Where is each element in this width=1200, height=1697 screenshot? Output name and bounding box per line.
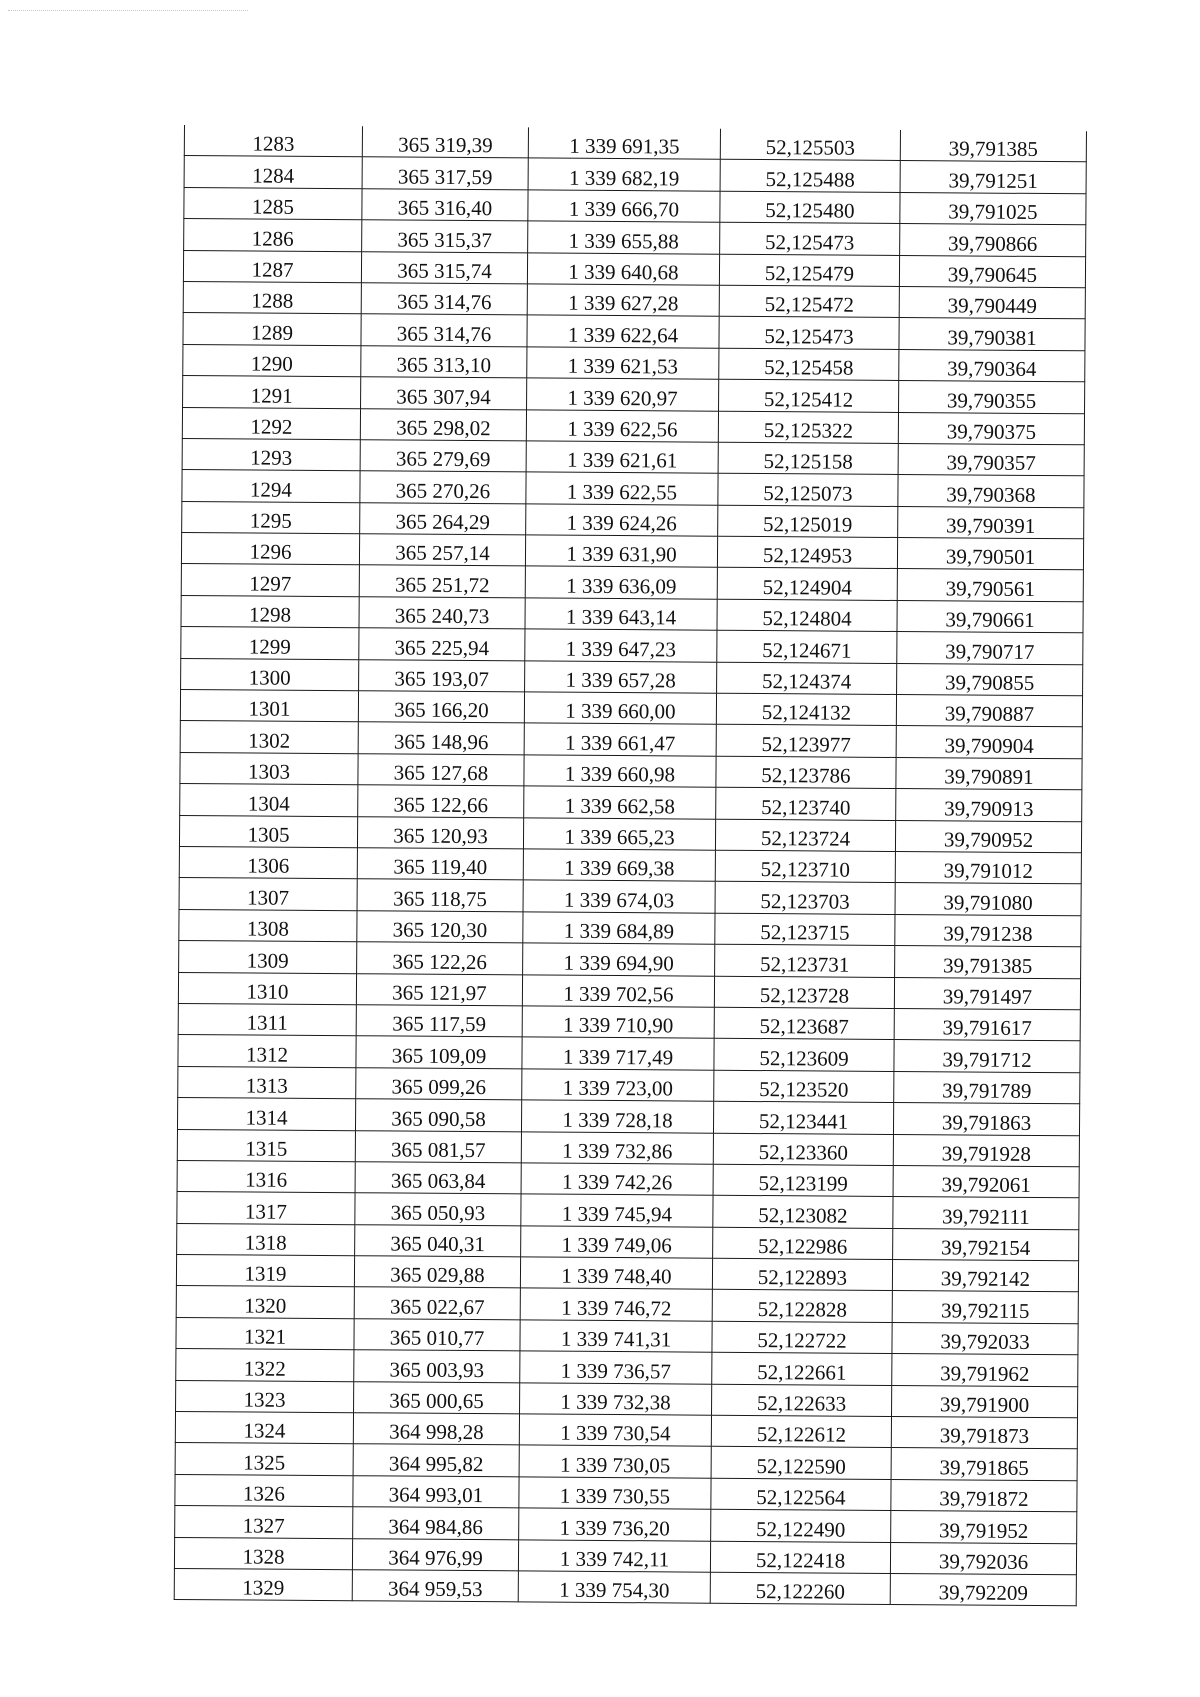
latitude-cell: 52,125472	[719, 285, 899, 318]
longitude-cell: 39,790449	[899, 286, 1085, 319]
y-coordinate-cell: 1 339 736,20	[519, 1508, 711, 1541]
y-coordinate-cell: 1 339 627,28	[527, 284, 719, 317]
point-number-cell: 1288	[183, 281, 361, 314]
point-number-cell: 1287	[183, 250, 361, 283]
longitude-cell: 39,791952	[891, 1511, 1077, 1544]
point-number-cell: 1305	[179, 815, 357, 848]
x-coordinate-cell: 365 029,88	[354, 1256, 520, 1289]
point-number-cell: 1321	[176, 1317, 354, 1350]
x-coordinate-cell: 365 127,68	[358, 754, 524, 787]
y-coordinate-cell: 1 339 736,57	[520, 1351, 712, 1384]
latitude-cell: 52,122490	[711, 1509, 891, 1542]
latitude-cell: 52,123977	[716, 725, 896, 758]
longitude-cell: 39,791025	[900, 192, 1086, 225]
x-coordinate-cell: 365 270,26	[360, 471, 526, 504]
latitude-cell: 52,125458	[719, 348, 899, 381]
longitude-cell: 39,792142	[892, 1260, 1078, 1293]
longitude-cell: 39,791712	[894, 1040, 1080, 1073]
y-coordinate-cell: 1 339 660,98	[524, 755, 716, 788]
point-number-cell: 1306	[179, 846, 357, 879]
y-coordinate-cell: 1 339 647,23	[525, 629, 717, 662]
latitude-cell: 52,124904	[717, 568, 897, 601]
latitude-cell: 52,125412	[719, 379, 899, 412]
longitude-cell: 39,790891	[896, 757, 1082, 790]
point-number-cell: 1290	[183, 344, 361, 377]
point-number-cell: 1318	[177, 1223, 355, 1256]
x-coordinate-cell: 365 081,57	[355, 1130, 521, 1163]
latitude-cell: 52,123687	[714, 1007, 894, 1040]
x-coordinate-cell: 365 225,94	[359, 628, 525, 661]
y-coordinate-cell: 1 339 684,89	[523, 912, 715, 945]
x-coordinate-cell: 365 166,20	[358, 691, 524, 724]
point-number-cell: 1309	[179, 941, 357, 974]
x-coordinate-cell: 365 122,26	[357, 942, 523, 975]
latitude-cell: 52,123786	[716, 756, 896, 789]
latitude-cell: 52,122590	[711, 1447, 891, 1480]
y-coordinate-cell: 1 339 636,09	[525, 566, 717, 599]
point-number-cell: 1311	[178, 1003, 356, 1036]
x-coordinate-cell: 365 022,67	[354, 1287, 520, 1320]
point-number-cell: 1301	[180, 690, 358, 723]
y-coordinate-cell: 1 339 682,19	[528, 158, 720, 191]
coordinates-table-body	[174, 125, 1086, 1606]
latitude-cell: 52,122661	[712, 1352, 892, 1385]
longitude-cell: 39,790501	[897, 538, 1083, 571]
scan-artifact-line	[8, 10, 248, 12]
point-number-cell: 1324	[175, 1411, 353, 1444]
y-coordinate-cell: 1 339 717,49	[522, 1037, 714, 1070]
y-coordinate-cell: 1 339 674,03	[523, 880, 715, 913]
longitude-cell: 39,792033	[892, 1322, 1078, 1355]
point-number-cell: 1286	[184, 219, 362, 252]
y-coordinate-cell: 1 339 661,47	[524, 723, 716, 756]
point-number-cell: 1317	[177, 1192, 355, 1225]
longitude-cell: 39,791928	[893, 1134, 1079, 1167]
y-coordinate-cell: 1 339 748,40	[520, 1257, 712, 1290]
longitude-cell: 39,791865	[891, 1448, 1077, 1481]
x-coordinate-cell: 365 118,75	[357, 879, 523, 912]
point-number-cell: 1328	[174, 1537, 352, 1570]
x-coordinate-cell: 365 240,73	[359, 597, 525, 630]
x-coordinate-cell: 365 109,09	[356, 1036, 522, 1069]
x-coordinate-cell: 365 319,39	[362, 126, 528, 158]
latitude-cell: 52,125503	[720, 129, 900, 161]
longitude-cell: 39,792209	[890, 1573, 1076, 1606]
y-coordinate-cell: 1 339 710,90	[522, 1006, 714, 1039]
latitude-cell: 52,125473	[719, 317, 899, 350]
x-coordinate-cell: 365 317,59	[362, 157, 528, 190]
longitude-cell: 39,790904	[896, 726, 1082, 759]
y-coordinate-cell: 1 339 694,90	[523, 943, 715, 976]
x-coordinate-cell: 365 315,37	[362, 220, 528, 253]
latitude-cell: 52,122633	[712, 1384, 892, 1417]
longitude-cell: 39,790368	[898, 475, 1084, 508]
x-coordinate-cell: 365 119,40	[357, 848, 523, 881]
y-coordinate-cell: 1 339 640,68	[527, 252, 719, 285]
point-number-cell: 1298	[181, 595, 359, 628]
longitude-cell: 39,790887	[896, 695, 1082, 728]
y-coordinate-cell: 1 339 742,11	[518, 1539, 710, 1572]
longitude-cell: 39,790661	[897, 600, 1083, 633]
point-number-cell: 1302	[180, 721, 358, 754]
latitude-cell: 52,123710	[715, 850, 895, 883]
point-number-cell: 1304	[180, 784, 358, 817]
y-coordinate-cell: 1 339 620,97	[527, 378, 719, 411]
y-coordinate-cell: 1 339 754,30	[518, 1571, 710, 1604]
point-number-cell: 1285	[184, 187, 362, 220]
latitude-cell: 52,125019	[718, 505, 898, 538]
point-number-cell: 1283	[184, 125, 362, 157]
x-coordinate-cell: 365 257,14	[359, 534, 525, 567]
x-coordinate-cell: 365 117,59	[356, 1005, 522, 1038]
x-coordinate-cell: 365 193,07	[359, 659, 525, 692]
point-number-cell: 1300	[181, 658, 359, 691]
y-coordinate-cell: 1 339 621,53	[527, 347, 719, 380]
y-coordinate-cell: 1 339 665,23	[523, 817, 715, 850]
x-coordinate-cell: 365 040,31	[355, 1224, 521, 1257]
y-coordinate-cell: 1 339 622,64	[527, 315, 719, 348]
point-number-cell: 1291	[183, 376, 361, 409]
longitude-cell: 39,790952	[895, 820, 1081, 853]
y-coordinate-cell: 1 339 660,00	[524, 692, 716, 725]
latitude-cell: 52,123728	[714, 976, 894, 1009]
latitude-cell: 52,123740	[716, 787, 896, 820]
x-coordinate-cell: 365 316,40	[362, 189, 528, 222]
x-coordinate-cell: 365 121,97	[356, 973, 522, 1006]
longitude-cell: 39,791251	[900, 161, 1086, 194]
longitude-cell: 39,792061	[893, 1165, 1079, 1198]
point-number-cell: 1292	[182, 407, 360, 440]
longitude-cell: 39,790913	[896, 789, 1082, 822]
latitude-cell: 52,125479	[719, 254, 899, 287]
latitude-cell: 52,122418	[710, 1541, 890, 1574]
point-number-cell: 1308	[179, 909, 357, 942]
y-coordinate-cell: 1 339 732,38	[520, 1382, 712, 1415]
longitude-cell: 39,790381	[899, 318, 1085, 351]
point-number-cell: 1307	[179, 878, 357, 911]
x-coordinate-cell: 365 298,02	[360, 408, 526, 441]
point-number-cell: 1284	[184, 156, 362, 189]
y-coordinate-cell: 1 339 746,72	[520, 1288, 712, 1321]
x-coordinate-cell: 365 315,74	[361, 251, 527, 284]
longitude-cell: 39,790357	[898, 443, 1084, 476]
latitude-cell: 52,125473	[720, 222, 900, 255]
x-coordinate-cell: 365 148,96	[358, 722, 524, 755]
longitude-cell: 39,791900	[892, 1385, 1078, 1418]
x-coordinate-cell: 365 063,84	[355, 1162, 521, 1195]
latitude-cell: 52,123715	[715, 913, 895, 946]
x-coordinate-cell: 365 122,66	[358, 785, 524, 818]
latitude-cell: 52,123703	[715, 882, 895, 915]
longitude-cell: 39,792154	[893, 1228, 1079, 1261]
point-number-cell: 1319	[176, 1255, 354, 1288]
latitude-cell: 52,123724	[715, 819, 895, 852]
longitude-cell: 39,791385	[895, 946, 1081, 979]
point-number-cell: 1313	[178, 1066, 356, 1099]
latitude-cell: 52,124671	[717, 630, 897, 663]
y-coordinate-cell: 1 339 742,26	[521, 1163, 713, 1196]
y-coordinate-cell: 1 339 622,55	[526, 472, 718, 505]
y-coordinate-cell: 1 339 741,31	[520, 1320, 712, 1353]
y-coordinate-cell: 1 339 730,55	[519, 1477, 711, 1510]
x-coordinate-cell: 365 000,65	[354, 1381, 520, 1414]
x-coordinate-cell: 364 984,86	[353, 1507, 519, 1540]
longitude-cell: 39,791872	[891, 1479, 1077, 1512]
y-coordinate-cell: 1 339 730,54	[519, 1414, 711, 1447]
latitude-cell: 52,122828	[712, 1290, 892, 1323]
point-number-cell: 1323	[176, 1380, 354, 1413]
coordinates-table	[174, 125, 1087, 1607]
latitude-cell: 52,123609	[714, 1039, 894, 1072]
point-number-cell: 1295	[182, 501, 360, 534]
y-coordinate-cell: 1 339 669,38	[523, 849, 715, 882]
y-coordinate-cell: 1 339 749,06	[521, 1226, 713, 1259]
y-coordinate-cell: 1 339 662,58	[524, 786, 716, 819]
x-coordinate-cell: 364 998,28	[353, 1413, 519, 1446]
point-number-cell: 1289	[183, 313, 361, 346]
y-coordinate-cell: 1 339 622,56	[526, 409, 718, 442]
x-coordinate-cell: 365 314,76	[361, 283, 527, 316]
longitude-cell: 39,791873	[891, 1416, 1077, 1449]
y-coordinate-cell: 1 339 657,28	[525, 661, 717, 694]
x-coordinate-cell: 365 251,72	[359, 565, 525, 598]
y-coordinate-cell: 1 339 643,14	[525, 598, 717, 631]
longitude-cell: 39,790855	[897, 663, 1083, 696]
latitude-cell: 52,125488	[720, 160, 900, 193]
latitude-cell: 52,124132	[716, 693, 896, 726]
longitude-cell: 39,791863	[893, 1103, 1079, 1136]
point-number-cell: 1320	[176, 1286, 354, 1319]
point-number-cell: 1299	[181, 627, 359, 660]
point-number-cell: 1296	[181, 533, 359, 566]
x-coordinate-cell: 364 993,01	[353, 1476, 519, 1509]
point-number-cell: 1326	[175, 1474, 353, 1507]
latitude-cell: 52,122986	[713, 1227, 893, 1260]
longitude-cell: 39,790364	[899, 349, 1085, 382]
latitude-cell: 52,123731	[715, 944, 895, 977]
longitude-cell: 39,791789	[894, 1071, 1080, 1104]
x-coordinate-cell: 364 959,53	[352, 1570, 518, 1603]
point-number-cell: 1303	[180, 752, 358, 785]
longitude-cell: 39,790375	[898, 412, 1084, 445]
latitude-cell: 52,124374	[717, 662, 897, 695]
y-coordinate-cell: 1 339 655,88	[528, 221, 720, 254]
latitude-cell: 52,123360	[713, 1133, 893, 1166]
longitude-cell: 39,790355	[899, 381, 1085, 414]
x-coordinate-cell: 365 279,69	[360, 440, 526, 473]
longitude-cell: 39,790645	[899, 255, 1085, 288]
y-coordinate-cell: 1 339 621,61	[526, 441, 718, 474]
longitude-cell: 39,792115	[892, 1291, 1078, 1324]
table-row	[174, 1568, 1076, 1606]
latitude-cell: 52,123082	[713, 1196, 893, 1229]
x-coordinate-cell: 365 090,58	[355, 1099, 521, 1132]
latitude-cell: 52,125158	[718, 442, 898, 475]
point-number-cell: 1293	[182, 438, 360, 471]
x-coordinate-cell: 365 120,93	[357, 816, 523, 849]
point-number-cell: 1329	[174, 1568, 352, 1601]
x-coordinate-cell: 364 976,99	[352, 1538, 518, 1571]
longitude-cell: 39,792111	[893, 1197, 1079, 1230]
longitude-cell: 39,790391	[898, 506, 1084, 539]
longitude-cell: 39,791385	[900, 130, 1086, 162]
longitude-cell: 39,792036	[890, 1542, 1076, 1575]
longitude-cell: 39,790717	[897, 632, 1083, 665]
x-coordinate-cell: 365 050,93	[355, 1193, 521, 1226]
x-coordinate-cell: 365 099,26	[356, 1067, 522, 1100]
point-number-cell: 1310	[178, 972, 356, 1005]
longitude-cell: 39,791617	[894, 1008, 1080, 1041]
point-number-cell: 1325	[175, 1443, 353, 1476]
point-number-cell: 1327	[175, 1506, 353, 1539]
longitude-cell: 39,791080	[895, 883, 1081, 916]
y-coordinate-cell: 1 339 702,56	[522, 974, 714, 1007]
longitude-cell: 39,791497	[894, 977, 1080, 1010]
latitude-cell: 52,122612	[711, 1415, 891, 1448]
y-coordinate-cell: 1 339 745,94	[521, 1194, 713, 1227]
latitude-cell: 52,125073	[718, 474, 898, 507]
x-coordinate-cell: 365 010,77	[354, 1319, 520, 1352]
latitude-cell: 52,122260	[710, 1572, 890, 1605]
latitude-cell: 52,125480	[720, 191, 900, 224]
point-number-cell: 1297	[181, 564, 359, 597]
point-number-cell: 1315	[177, 1129, 355, 1162]
point-number-cell: 1322	[176, 1349, 354, 1382]
y-coordinate-cell: 1 339 666,70	[528, 190, 720, 223]
x-coordinate-cell: 365 003,93	[354, 1350, 520, 1383]
x-coordinate-cell: 365 307,94	[361, 377, 527, 410]
latitude-cell: 52,123520	[714, 1070, 894, 1103]
latitude-cell: 52,122722	[712, 1321, 892, 1354]
latitude-cell: 52,123441	[713, 1101, 893, 1134]
point-number-cell: 1314	[177, 1098, 355, 1131]
point-number-cell: 1294	[182, 470, 360, 503]
longitude-cell: 39,791012	[895, 851, 1081, 884]
x-coordinate-cell: 364 995,82	[353, 1444, 519, 1477]
point-number-cell: 1312	[178, 1035, 356, 1068]
x-coordinate-cell: 365 120,30	[357, 910, 523, 943]
y-coordinate-cell: 1 339 732,86	[521, 1131, 713, 1164]
y-coordinate-cell: 1 339 728,18	[521, 1100, 713, 1133]
y-coordinate-cell: 1 339 624,26	[526, 504, 718, 537]
point-number-cell: 1316	[177, 1160, 355, 1193]
latitude-cell: 52,124953	[717, 536, 897, 569]
y-coordinate-cell: 1 339 730,05	[519, 1445, 711, 1478]
longitude-cell: 39,790561	[897, 569, 1083, 602]
y-coordinate-cell: 1 339 631,90	[525, 535, 717, 568]
latitude-cell: 52,125322	[718, 411, 898, 444]
x-coordinate-cell: 365 313,10	[361, 345, 527, 378]
x-coordinate-cell: 365 314,76	[361, 314, 527, 347]
longitude-cell: 39,791962	[892, 1354, 1078, 1387]
longitude-cell: 39,790866	[900, 224, 1086, 257]
latitude-cell: 52,122893	[712, 1258, 892, 1291]
latitude-cell: 52,124804	[717, 599, 897, 632]
y-coordinate-cell: 1 339 691,35	[528, 127, 720, 159]
latitude-cell: 52,123199	[713, 1164, 893, 1197]
y-coordinate-cell: 1 339 723,00	[522, 1069, 714, 1102]
longitude-cell: 39,791238	[895, 914, 1081, 947]
x-coordinate-cell: 365 264,29	[360, 502, 526, 535]
latitude-cell: 52,122564	[711, 1478, 891, 1511]
